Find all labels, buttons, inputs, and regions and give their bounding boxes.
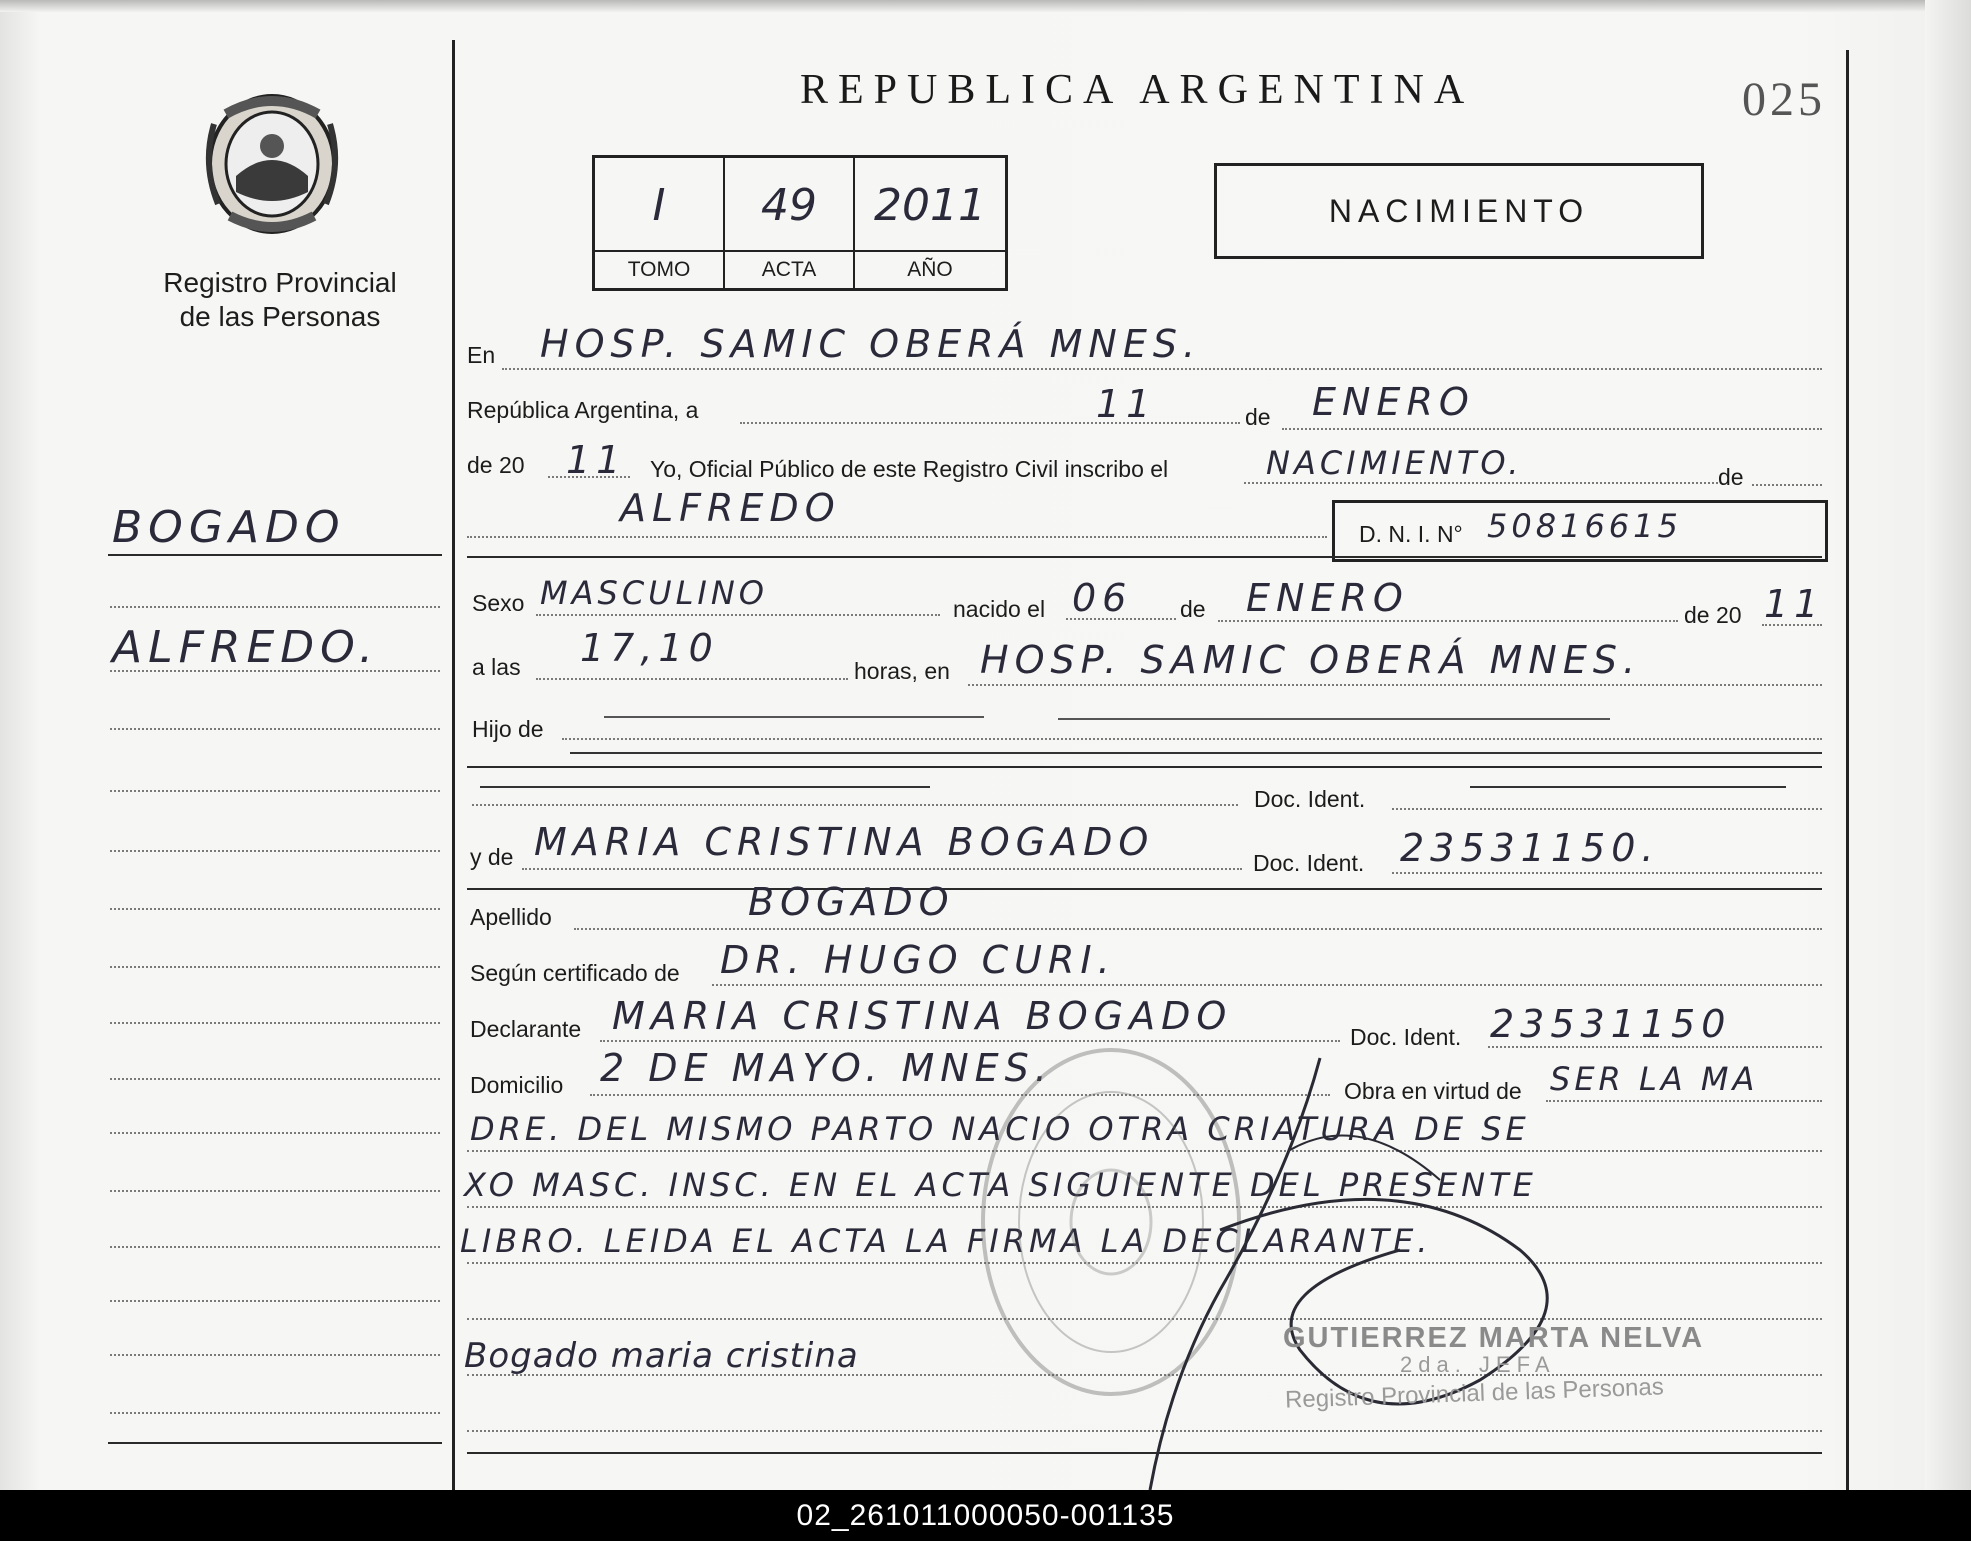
hand-apellido: BOGADO xyxy=(748,880,955,924)
anio-label: AÑO xyxy=(855,250,1005,288)
margin-dotted-line xyxy=(110,728,440,730)
officer-signature xyxy=(1140,1050,1700,1490)
margin-dotted-line xyxy=(110,1246,440,1248)
hand-hora: 17,10 xyxy=(580,626,719,670)
margin-dotted-line xyxy=(110,790,440,792)
hand-madre-doc: 23531150. xyxy=(1400,826,1660,870)
dotted-line xyxy=(1218,620,1678,622)
country-title: REPUBLICA ARGENTINA xyxy=(800,67,1475,113)
dotted-line xyxy=(1488,1046,1822,1048)
tomo-label: TOMO xyxy=(595,250,723,288)
registry-name xyxy=(140,266,420,334)
hand-nac-mes: ENERO xyxy=(1246,576,1409,620)
hand-obra-3: XO MASC. INSC. EN EL ACTA SIGUIENTE DEL PRESENTE xyxy=(464,1166,1537,1204)
dotted-line xyxy=(968,684,1822,686)
hand-mes: ENERO xyxy=(1312,380,1475,424)
label-de-20: de 20 xyxy=(467,452,525,478)
hand-madre: MARIA CRISTINA BOGADO xyxy=(534,820,1155,864)
label-yo-oficial: Yo, Oficial Público de este Registro Civil inscribo el xyxy=(650,456,1169,482)
margin-dotted-line xyxy=(110,1078,440,1080)
hand-dni: 50816615 xyxy=(1487,507,1682,545)
margin-dotted-line xyxy=(110,966,440,968)
margin-surname: BOGADO xyxy=(112,502,346,553)
hand-acto: NACIMIENTO. xyxy=(1266,444,1523,482)
record-number-boxes xyxy=(592,155,1008,291)
strike-line xyxy=(604,716,984,718)
hand-obra-4: LIBRO. LEIDA EL ACTA LA FIRMA LA DECLARANTE. xyxy=(460,1222,1432,1260)
dotted-line xyxy=(562,738,1822,740)
margin-dotted-line xyxy=(110,1354,440,1356)
margin-rule-surname xyxy=(108,554,442,556)
label-republica-a: República Argentina, a xyxy=(467,397,699,423)
hand-domicilio: 2 DE MAYO. MNES. xyxy=(600,1046,1053,1090)
acta-cell xyxy=(725,158,855,288)
label-en: En xyxy=(467,342,496,368)
officer-stamp-office: Registro Provincial de las Personas xyxy=(1284,1373,1665,1414)
hand-lugar-nac: HOSP. SAMIC OBERÁ MNES. xyxy=(980,638,1642,682)
dotted-line xyxy=(472,804,1238,806)
label-hijo-de: Hijo de xyxy=(472,716,544,742)
hand-anio: 11 xyxy=(566,438,627,482)
hand-sexo: MASCULINO xyxy=(540,574,768,612)
label-obra: Obra en virtud de xyxy=(1344,1078,1522,1104)
dotted-line xyxy=(1282,428,1822,430)
margin-bottom-rule xyxy=(108,1442,442,1444)
label-de: de xyxy=(1245,404,1271,430)
page-right-edge xyxy=(1925,0,1971,1490)
dotted-line xyxy=(740,422,1240,424)
dotted-line xyxy=(522,868,1242,870)
dotted-line xyxy=(1244,482,1718,484)
dotted-line xyxy=(1752,484,1822,486)
dotted-line xyxy=(1392,808,1822,810)
hand-dia: 11 xyxy=(1096,382,1157,426)
margin-dotted-line xyxy=(110,1190,440,1192)
anio-value: 2011 xyxy=(874,180,986,231)
dotted-line xyxy=(467,536,1327,538)
label-sexo: Sexo xyxy=(472,590,525,616)
dotted-line xyxy=(1392,872,1822,874)
image-id: 02_261011000050-001135 xyxy=(796,1498,1175,1532)
hand-certificado: DR. HUGO CURI. xyxy=(720,938,1116,982)
margin-given-name: ALFREDO. xyxy=(112,622,380,673)
dotted-line xyxy=(712,984,1822,986)
margin-dotted-line xyxy=(110,1022,440,1024)
acta-label: ACTA xyxy=(725,250,853,288)
acta-value: 49 xyxy=(761,180,817,231)
label-a-las: a las xyxy=(472,654,521,680)
hand-nac-dia: 06 xyxy=(1072,576,1133,620)
margin-dotted-line xyxy=(110,606,440,608)
label-apellido: Apellido xyxy=(470,904,552,930)
hand-declarante-doc: 23531150 xyxy=(1490,1002,1732,1046)
hand-declarante: MARIA CRISTINA BOGADO xyxy=(612,994,1233,1038)
record-type-box xyxy=(1214,163,1704,259)
margin-divider xyxy=(452,40,455,1490)
strike-line xyxy=(1058,718,1610,720)
strike-line xyxy=(480,786,930,788)
label-declarante: Declarante xyxy=(470,1016,582,1042)
hand-obra-1: SER LA MA xyxy=(1550,1060,1759,1098)
page-number: 025 xyxy=(1742,73,1826,126)
hand-nac-anio: 11 xyxy=(1764,582,1825,626)
tomo-cell xyxy=(595,158,725,288)
tomo-value: I xyxy=(652,180,666,231)
hand-lugar: HOSP. SAMIC OBERÁ MNES. xyxy=(540,322,1202,366)
dotted-line xyxy=(536,678,848,680)
dotted-line xyxy=(574,928,1822,930)
dotted-line xyxy=(502,368,1822,370)
label-y-de: y de xyxy=(470,844,514,870)
declarant-signature: Bogado maria cristina xyxy=(464,1336,859,1376)
anio-cell xyxy=(855,158,1005,288)
hand-obra-2: DRE. DEL MISMO PARTO NACIO OTRA CRIATURA DE SE xyxy=(470,1110,1530,1148)
strike-line xyxy=(1470,786,1786,788)
label-doc-ident-1: Doc. Ident. xyxy=(1254,786,1366,812)
label-nacido-el: nacido el xyxy=(953,596,1046,622)
dni-box xyxy=(1332,500,1828,562)
label-dni: D. N. I. N° xyxy=(1359,521,1463,547)
section-rule xyxy=(467,766,1822,768)
margin-dotted-line xyxy=(110,850,440,852)
strike-line xyxy=(570,752,1822,754)
label-doc-ident-2: Doc. Ident. xyxy=(1253,850,1365,876)
page-top-shadow xyxy=(0,0,1971,12)
label-segun: Según certificado de xyxy=(470,960,680,986)
image-id-bar xyxy=(0,1490,1971,1541)
record-type: NACIMIENTO xyxy=(1328,192,1590,229)
label-de-mid: de xyxy=(1180,596,1206,622)
label-horas-en: horas, en xyxy=(854,658,950,684)
registry-name-line1: Registro Provincial xyxy=(163,267,397,298)
registry-name-line2: de las Personas xyxy=(179,301,381,332)
right-border xyxy=(1846,50,1849,1490)
margin-dotted-line xyxy=(110,908,440,910)
label-de-end: de xyxy=(1718,464,1744,490)
label-doc-ident-3: Doc. Ident. xyxy=(1350,1024,1462,1050)
registry-seal xyxy=(196,84,348,240)
margin-dotted-line xyxy=(110,1412,440,1414)
officer-stamp-name: GUTIERREZ MARTA NELVA xyxy=(1283,1322,1705,1354)
label-domicilio: Domicilio xyxy=(470,1072,564,1098)
label-de-20-end: de 20 xyxy=(1684,602,1742,628)
dotted-line xyxy=(536,614,940,616)
margin-dotted-line xyxy=(110,1300,440,1302)
hand-nombre: ALFREDO xyxy=(620,486,841,530)
margin-dotted-line xyxy=(110,1132,440,1134)
section-rule xyxy=(467,556,1822,558)
officer-stamp-role: 2da. JEFA xyxy=(1400,1352,1556,1377)
section-rule xyxy=(467,888,1822,890)
